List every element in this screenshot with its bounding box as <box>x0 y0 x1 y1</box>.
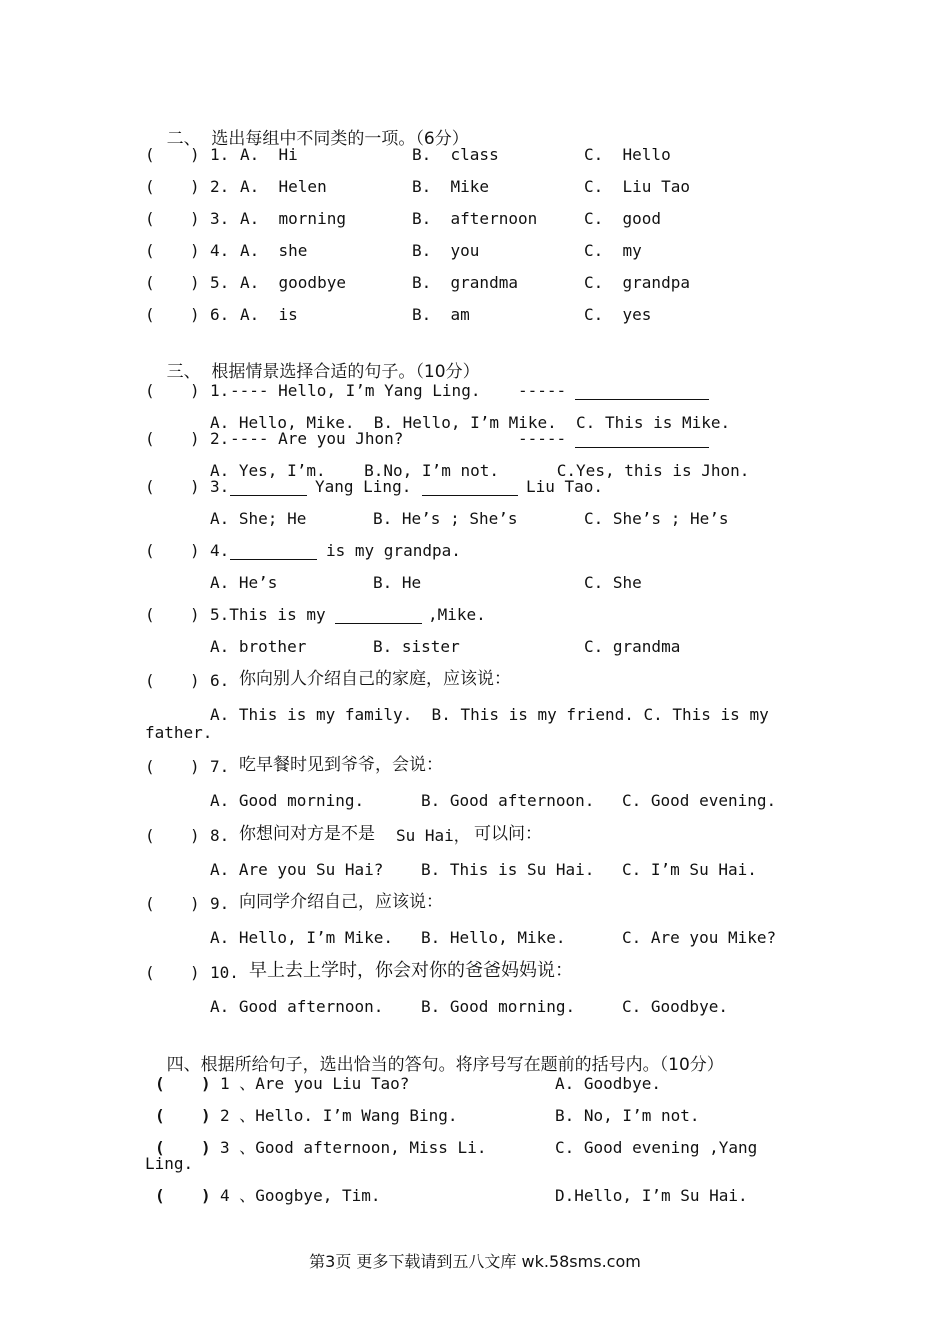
option-a: A. He’s <box>210 573 278 592</box>
answer-paren-close: ) <box>190 605 200 624</box>
answer-paren-close: ) <box>190 826 200 845</box>
item-number: 1. <box>210 145 230 164</box>
option-a: A. Are you Su Hai? <box>210 860 384 879</box>
options-line: A. Hello, Mike. B. Hello, I’m Mike. C. This is Mike. <box>210 413 731 432</box>
question-prompt-b: 可以问： <box>474 824 542 844</box>
answer-option: C. Good evening ,Yang <box>555 1138 758 1157</box>
section-2-score: （6分） <box>415 129 469 149</box>
fill-blank-2[interactable] <box>422 481 518 496</box>
answer-paren-close: ) <box>190 177 200 196</box>
reply-dash: ----- <box>518 429 567 448</box>
option-a: A. she <box>240 241 308 260</box>
question-text-end: Liu Tao. <box>526 477 604 496</box>
question-number: 6. <box>210 671 230 690</box>
option-c: C. good <box>584 209 662 228</box>
option-b: B. Mike <box>412 177 490 196</box>
answer-paren-close: ) <box>190 145 200 164</box>
reply-dash: ----- <box>518 381 567 400</box>
question-prompt: 吃早餐时见到爷爷，会说： <box>239 755 443 775</box>
question-number: 10. <box>210 963 239 982</box>
question-prompt: 你向别人介绍自己的家庭，应该说： <box>239 669 511 689</box>
answer-paren-open[interactable]: ( <box>155 1074 165 1093</box>
answer-paren-open[interactable]: ( <box>145 757 155 776</box>
answer-paren-close: ) <box>190 757 200 776</box>
option-c: C. I’m Su Hai. <box>622 860 757 879</box>
answer-paren-open[interactable]: ( <box>145 477 155 496</box>
answer-paren-close: ) <box>201 1074 211 1093</box>
option-c: C. my <box>584 241 642 260</box>
answer-paren-close: ) <box>190 273 200 292</box>
question-number: 8. <box>210 826 230 845</box>
question-prompt: 早上去上学时，你会对你的爸爸妈妈说： <box>249 960 573 981</box>
answer-paren-open[interactable]: ( <box>145 273 155 292</box>
answer-paren-open[interactable]: ( <box>155 1186 165 1205</box>
option-a: A. brother <box>210 637 307 656</box>
option-c: C. Liu Tao <box>584 177 690 196</box>
answer-paren-close: ) <box>190 477 200 496</box>
section-3-score: （10分） <box>415 362 480 382</box>
option-a: A. She; He <box>210 509 307 528</box>
option-b: B. He’s ; She’s <box>373 509 518 528</box>
prompt-sentence: 4 、Googbye, Tim. <box>220 1186 381 1205</box>
option-b: B. This is Su Hai. <box>421 860 595 879</box>
answer-paren-close: ) <box>201 1186 211 1205</box>
options-line-wrap: father. <box>145 723 213 742</box>
option-c: C. She’s ; He’s <box>584 509 729 528</box>
section-3-title: 三、 根据情景选择合适的句子。 <box>166 362 416 382</box>
option-c: C. Hello <box>584 145 671 164</box>
question-prompt-name: Su Hai， <box>396 826 470 845</box>
answer-paren-close: ) <box>201 1138 211 1157</box>
question-text-end: is my grandpa. <box>326 541 461 560</box>
option-c: C. grandpa <box>584 273 690 292</box>
answer-option: A. Goodbye. <box>555 1074 661 1093</box>
option-a: A. Good morning. <box>210 791 365 810</box>
answer-paren-open[interactable]: ( <box>145 894 155 913</box>
answer-paren-open[interactable]: ( <box>145 177 155 196</box>
section-4-score: （10分） <box>659 1055 724 1075</box>
option-a: A. Good afternoon. <box>210 997 384 1016</box>
prompt-sentence: 1 、Are you Liu Tao? <box>220 1074 410 1093</box>
options-line: A. This is my family. B. This is my friend. C. This is my <box>210 705 769 724</box>
options-line: A. Yes, I’m. B.No, I’m not. C.Yes, this is Jhon. <box>210 461 750 480</box>
option-c: C. Are you Mike? <box>622 928 777 947</box>
option-a: A. Hello, I’m Mike. <box>210 928 394 947</box>
page-footer: 第3页 更多下载请到五八文库 wk.58sms.com <box>309 1252 641 1271</box>
item-number: 4. <box>210 241 230 260</box>
answer-paren-open[interactable]: ( <box>145 541 155 560</box>
answer-paren-open[interactable]: ( <box>145 429 155 448</box>
section-4-title: 四、根据所给句子，选出恰当的答句。将序号写在题前的括号内。 <box>166 1055 660 1075</box>
answer-option: D.Hello, I’m Su Hai. <box>555 1186 748 1205</box>
option-a: A. goodbye <box>240 273 346 292</box>
option-b: B. am <box>412 305 470 324</box>
answer-paren-close: ) <box>190 541 200 560</box>
question-text: ---- Are you Jhon? <box>230 429 404 448</box>
item-number: 3. <box>210 209 230 228</box>
question-text: ---- Hello, I’m Yang Ling. <box>230 381 481 400</box>
question-prompt: 向同学介绍自己，应该说： <box>239 892 443 912</box>
fill-blank[interactable] <box>230 545 317 560</box>
question-number: 9. <box>210 894 230 913</box>
option-a: A. morning <box>240 209 346 228</box>
fill-blank[interactable] <box>335 609 422 624</box>
option-a: A. Helen <box>240 177 327 196</box>
question-number: 2. <box>210 429 230 448</box>
option-c: C. yes <box>584 305 652 324</box>
option-b: B. grandma <box>412 273 518 292</box>
option-b: B. Hello, Mike. <box>421 928 566 947</box>
option-a: A. is <box>240 305 298 324</box>
answer-paren-close: ) <box>190 963 200 982</box>
option-a: A. Hi <box>240 145 298 164</box>
item-number: 2. <box>210 177 230 196</box>
option-b: B. afternoon <box>412 209 538 228</box>
question-prompt-a: 你想问对方是不是 <box>239 824 375 844</box>
question-text: 5.This is my <box>210 605 326 624</box>
answer-paren-close: ) <box>190 671 200 690</box>
answer-paren-open[interactable]: ( <box>145 963 155 982</box>
answer-option-wrap: Ling. <box>145 1154 194 1173</box>
answer-paren-close: ) <box>190 305 200 324</box>
option-b: B. He <box>373 573 422 592</box>
question-number: 4. <box>210 541 230 560</box>
option-c: C. grandma <box>584 637 681 656</box>
option-b: B. you <box>412 241 480 260</box>
option-b: B. Good afternoon. <box>421 791 595 810</box>
answer-paren-close: ) <box>190 209 200 228</box>
section-2-title: 二、 选出每组中不同类的一项。 <box>166 129 416 149</box>
option-b: B. Good morning. <box>421 997 576 1016</box>
answer-option: B. No, I’m not. <box>555 1106 700 1125</box>
answer-paren-open[interactable]: ( <box>145 381 155 400</box>
option-c: C. Good evening. <box>622 791 777 810</box>
fill-blank-1[interactable] <box>230 481 307 496</box>
answer-paren-open[interactable]: ( <box>145 241 155 260</box>
answer-paren-close: ) <box>190 381 200 400</box>
option-b: B. class <box>412 145 499 164</box>
question-number: 7. <box>210 757 230 776</box>
option-b: B. sister <box>373 637 460 656</box>
answer-paren-close: ) <box>190 894 200 913</box>
answer-paren-open[interactable]: ( <box>155 1106 165 1125</box>
question-number: 1. <box>210 381 230 400</box>
option-c: C. Goodbye. <box>622 997 728 1016</box>
answer-paren-open[interactable]: ( <box>145 605 155 624</box>
question-text-mid: Yang Ling. <box>315 477 412 496</box>
item-number: 5. <box>210 273 230 292</box>
reply-blank[interactable] <box>575 433 709 448</box>
answer-paren-close: ) <box>190 241 200 260</box>
answer-paren-open[interactable]: ( <box>145 145 155 164</box>
answer-paren-open[interactable]: ( <box>155 1138 165 1157</box>
option-c: C. She <box>584 573 642 592</box>
reply-blank[interactable] <box>575 385 709 400</box>
answer-paren-open[interactable]: ( <box>145 671 155 690</box>
item-number: 6. <box>210 305 230 324</box>
answer-paren-open[interactable]: ( <box>145 826 155 845</box>
prompt-sentence: 3 、Good afternoon, Miss Li. <box>220 1138 487 1157</box>
question-number: 3. <box>210 477 230 496</box>
answer-paren-close: ) <box>190 429 200 448</box>
answer-paren-close: ) <box>201 1106 211 1125</box>
question-text-end: ,Mike. <box>428 605 486 624</box>
prompt-sentence: 2 、Hello. I’m Wang Bing. <box>220 1106 458 1125</box>
answer-paren-open[interactable]: ( <box>145 305 155 324</box>
answer-paren-open[interactable]: ( <box>145 209 155 228</box>
